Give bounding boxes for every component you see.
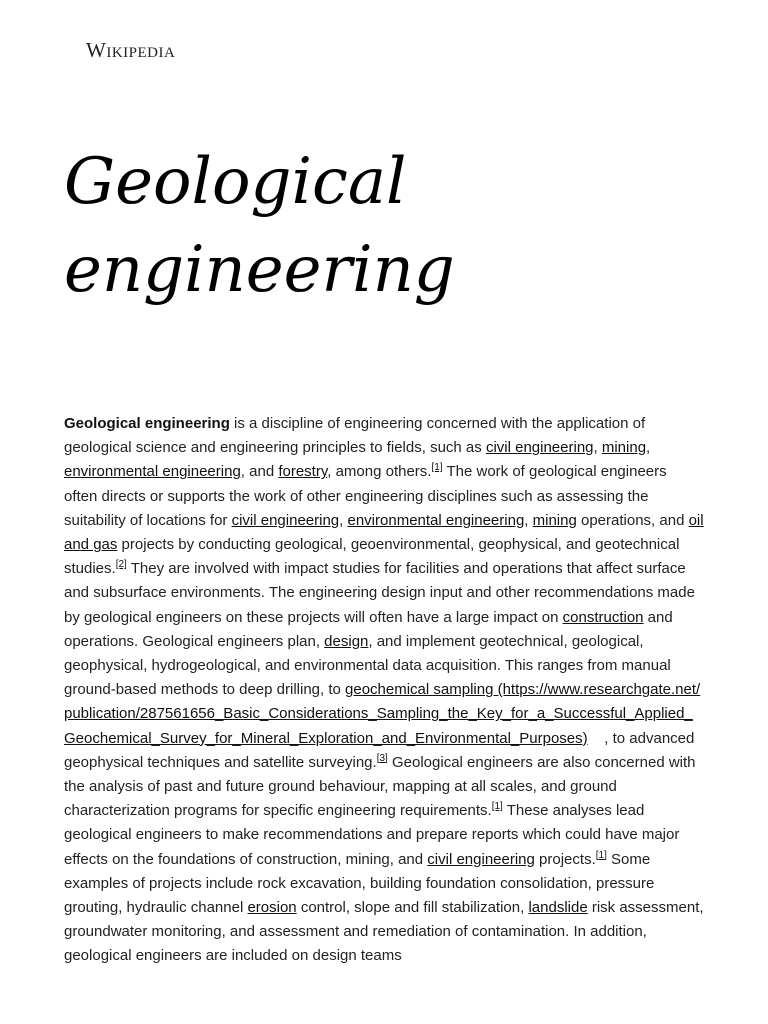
text-run: , among others. [327, 463, 432, 481]
link-design[interactable]: design [324, 632, 369, 650]
wikipedia-logo[interactable]: Wikipedia [86, 38, 176, 62]
text-run: projects by conducting geological, geoenvironmental, geophysical, and geotechnical studies. [64, 536, 680, 578]
text-run: operations, and [576, 511, 689, 529]
link-environmental-engineering[interactable]: environmental engineering [347, 511, 525, 529]
text-run: , [646, 439, 651, 457]
text-run: They are involved with impact studies for facilities and operations that affect surface and subsurface environments. The engineering design input and other recommendations made by geological engineers on these projects will often have a large impact on [64, 560, 695, 626]
link-civil-engineering[interactable]: civil engineering [485, 439, 594, 457]
citation[interactable] [431, 462, 442, 473]
link-erosion[interactable]: erosion [247, 899, 297, 917]
text-run: , and implement geotechnical, geological, geophysical, hydrogeological, and environmental data acquisition. This ranges from manual ground-based methods to deep drilling, to [64, 632, 671, 699]
citation-link[interactable]: [1] [595, 849, 607, 861]
text-run: , [593, 439, 602, 457]
text-run: risk assessment, groundwater monitoring, and assessment and remediation of contamination. In addition, geological engineers are included on design teams [64, 899, 704, 965]
text-run: , [524, 511, 533, 529]
link-mining[interactable]: mining [601, 439, 647, 457]
link-construction[interactable]: construction [562, 608, 644, 626]
link-landslide[interactable]: landslide [528, 899, 588, 917]
citation-link[interactable]: [2] [115, 559, 127, 571]
link-geochemical-sampling[interactable]: geochemical sampling (https://www.researchgate.net/publication/287561656_Basic_Considerations_Sampling_the_Key_for_a_Successful_Applied_Geochemical_Survey_for_Mineral_Exploration_and_Environmental_Purposes) [64, 681, 701, 747]
link-civil-engineering[interactable]: civil engineering [231, 511, 340, 529]
text-run: Some examples of projects include rock excavation, building foundation consolidation, pressure grouting, hydraulic channel [64, 850, 655, 917]
text-run: , to advanced geophysical techniques and satellite surveying. [64, 729, 699, 771]
link-forestry[interactable]: forestry [278, 463, 328, 481]
link-civil-engineering[interactable]: civil engineering [427, 850, 535, 868]
citation-link[interactable]: [1] [431, 462, 443, 474]
text-run: These analyses lead geological engineers to make recommendations and prepare reports which could have major effects on the foundations of construction, mining, and [64, 802, 680, 868]
citation[interactable] [377, 753, 388, 764]
bold-term: Geological engineering [64, 415, 230, 432]
text-run: Geological engineers are also concerned with the analysis of past and future ground behaviour, mapping at all scales, and ground characterization programs for specific engineering requirements. [64, 753, 696, 820]
link-environmental-engineering[interactable]: environmental engineering [64, 463, 241, 481]
citation[interactable] [116, 559, 127, 570]
text-run: , [339, 511, 348, 529]
page-title: Geological engineering [64, 145, 455, 307]
text-run: is a discipline of engineering concerned with the application of geological science and engineering principles to fields, such as [64, 415, 646, 457]
link-oil-and-gas[interactable]: oil and gas [64, 511, 704, 554]
text-run: and operations. Geological engineers plan, [64, 608, 673, 650]
citation-link[interactable]: [3] [376, 752, 388, 764]
citation[interactable] [492, 801, 503, 812]
citation-link[interactable]: [1] [491, 801, 503, 813]
link-mining[interactable]: mining [532, 511, 577, 529]
text-run: The work of geological engineers often directs or supports the work of other engineering disciplines such as assessing the suitability of locations for [64, 463, 667, 529]
text-run: projects. [534, 850, 596, 868]
text-run: control, slope and fill stabilization, [296, 899, 529, 917]
text-run: , and [240, 463, 279, 481]
article-paragraph [64, 412, 704, 969]
citation[interactable] [596, 850, 607, 861]
